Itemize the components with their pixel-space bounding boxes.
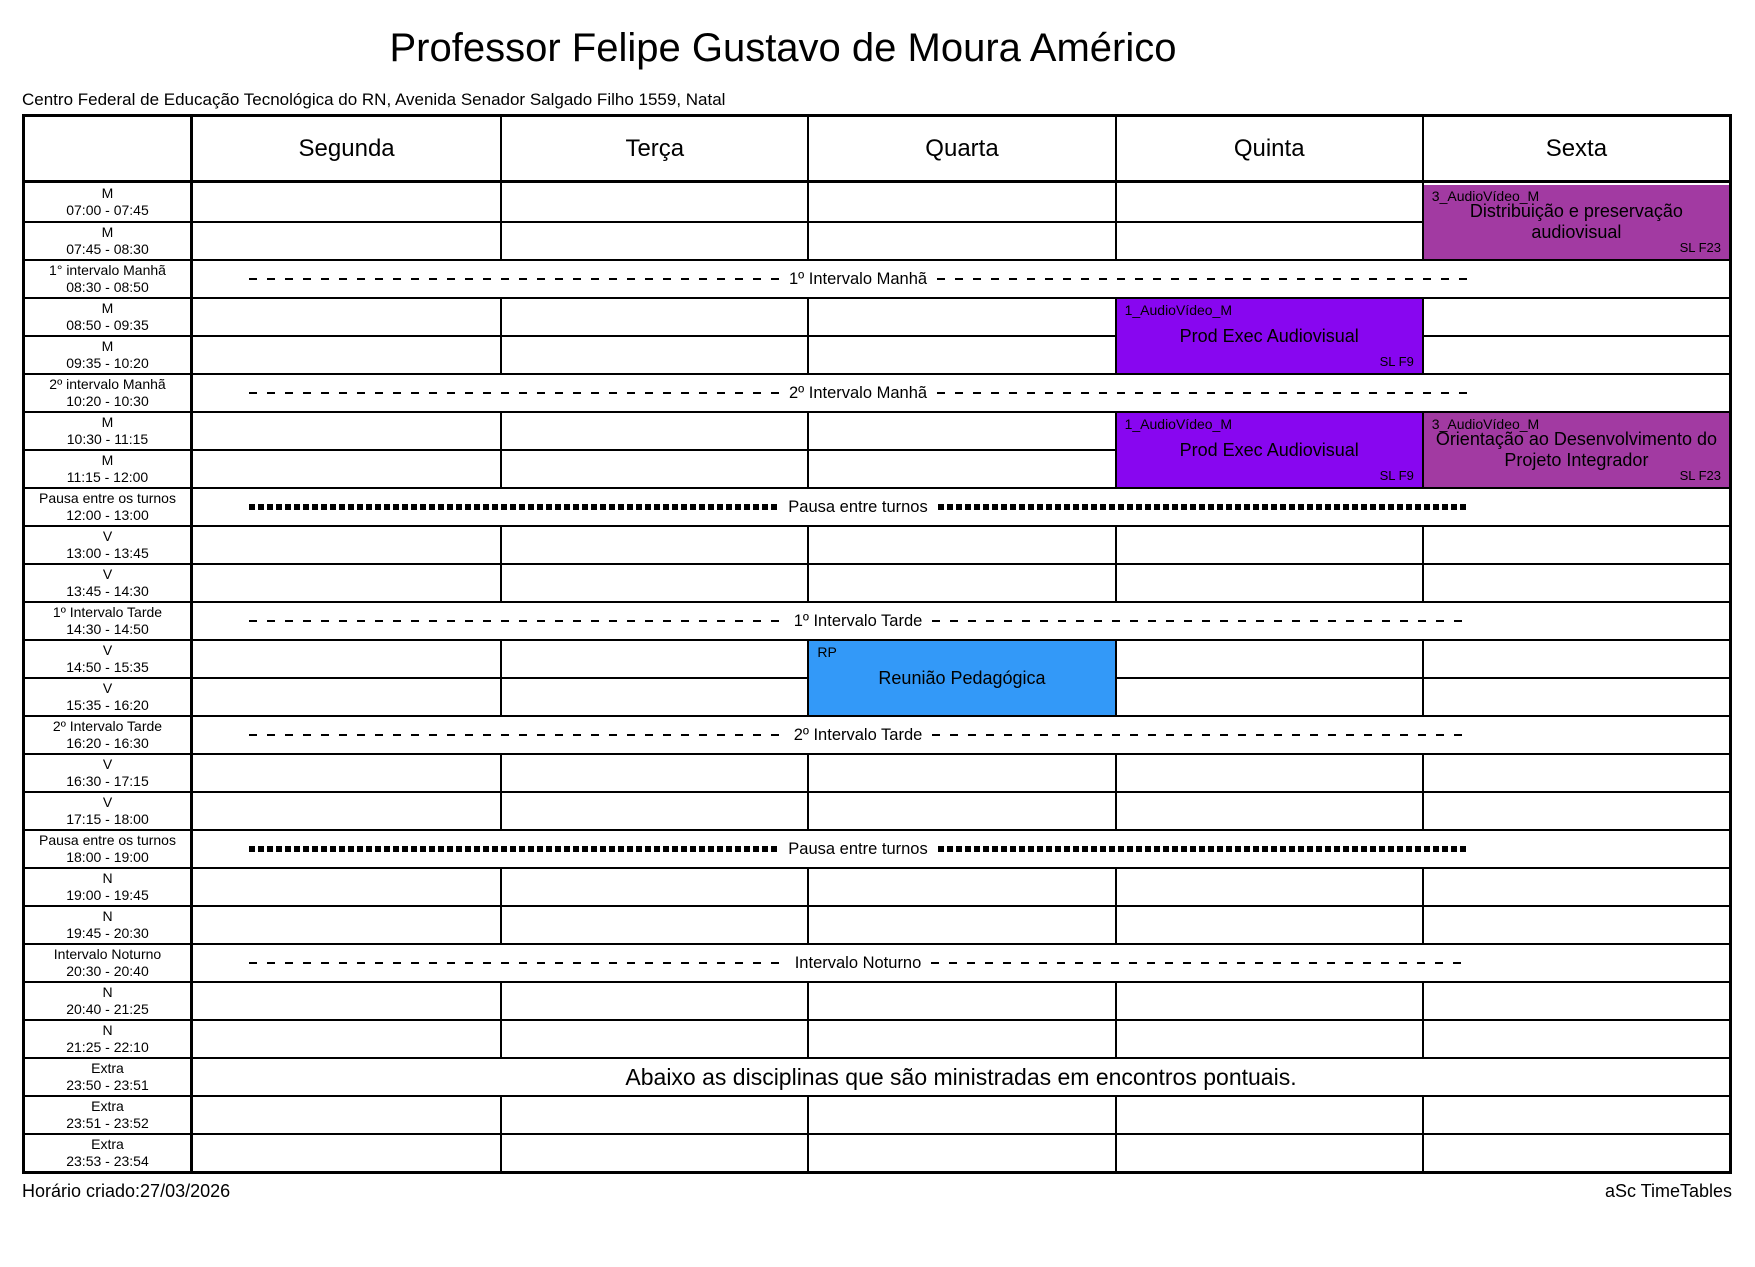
day-cell [1115,981,1422,1019]
day-cell [1115,183,1422,221]
day-cell [500,791,807,829]
time-slot-label: M [101,338,114,354]
day-cell [807,791,1114,829]
day-header: Terça [500,117,807,183]
message-text: Abaixo as disciplinas que são ministradas em encontros pontuais. [625,1063,1297,1090]
time-slot-range: 13:00 - 13:45 [66,545,149,561]
interval-line [249,392,779,394]
interval-label: 1º Intervalo Tarde [793,611,923,630]
day-cell [1115,677,1422,715]
time-cell [25,259,193,297]
time-cell [25,411,193,449]
time-cell [25,867,193,905]
time-slot-label: Pausa entre os turnos [39,490,176,506]
lesson-card [1117,299,1422,373]
day-cell [1115,867,1422,905]
interval-label: 2º Intervalo Manhã [788,383,928,402]
interval-row [193,373,1729,411]
lesson-room: SL F23 [1679,468,1721,483]
day-cell [500,677,807,715]
day-cell [500,297,807,335]
time-cell [25,829,193,867]
time-cell [25,297,193,335]
time-cell [25,183,193,221]
day-cell [807,1133,1114,1171]
day-cell [1422,981,1729,1019]
day-cell [193,791,500,829]
day-cell [1422,753,1729,791]
day-cell [1422,639,1729,677]
lesson-subject: Prod Exec Audiovisual [1179,439,1359,460]
day-cell [500,753,807,791]
page-subtitle: Centro Federal de Educação Tecnológica do RN, Avenida Senador Salgado Filho 1559, Natal [22,90,726,109]
time-slot-range: 11:15 - 12:00 [66,469,149,485]
time-slot-label: M [101,452,114,468]
interval-row [193,829,1729,867]
time-cell [25,1057,193,1095]
day-cell [1115,1095,1422,1133]
day-cell [1115,1019,1422,1057]
day-cell [193,1019,500,1057]
time-slot-range: 08:30 - 08:50 [66,279,149,295]
day-cell [807,411,1114,449]
lesson-group-label: 1_AudioVídeo_M [1124,416,1233,432]
timetable [22,114,1732,1174]
time-cell [25,905,193,943]
time-slot-range: 18:00 - 19:00 [66,849,149,865]
day-cell [1422,1133,1729,1171]
time-slot-label: V [102,566,113,582]
time-slot-label: M [101,185,114,201]
day-cell [807,183,1114,221]
time-cell [25,335,193,373]
time-slot-label: V [102,756,113,772]
day-header: Sexta [1422,117,1729,183]
day-cell [193,221,500,259]
lesson-subject: Distribuição e preservação audiovisual [1469,201,1683,242]
time-slot-label: N [102,984,113,1000]
interval-line [249,504,778,510]
day-cell [807,1095,1114,1133]
day-cell [193,639,500,677]
day-cell [807,905,1114,943]
lesson-group-label: 1_AudioVídeo_M [1124,302,1233,318]
time-slot-range: 09:35 - 10:20 [66,355,149,371]
day-cell [193,525,500,563]
time-slot-label: M [101,224,114,240]
time-slot-label: 1° intervalo Manhã [49,262,166,278]
time-slot-label: N [102,870,113,886]
day-cell [1115,221,1422,259]
interval-row [193,487,1729,525]
time-slot-range: 19:00 - 19:45 [66,887,149,903]
lesson-group-label: RP [817,644,837,660]
day-cell [193,905,500,943]
day-cell [1422,791,1729,829]
day-cell [1115,905,1422,943]
time-slot-label: Extra [91,1098,124,1114]
time-slot-range: 19:45 - 20:30 [66,925,149,941]
time-slot-label: N [102,908,113,924]
day-cell [807,297,1114,335]
time-cell [25,677,193,715]
day-cell [193,449,500,487]
interval-line [932,734,1467,736]
day-cell [1422,1019,1729,1057]
day-cell [1115,753,1422,791]
time-slot-range: 21:25 - 22:10 [66,1039,149,1055]
day-cell [500,1133,807,1171]
corner-cell [25,117,193,183]
day-cell [1115,791,1422,829]
interval-row [193,943,1729,981]
lesson-card [1424,413,1729,487]
time-slot-range: 10:20 - 10:30 [66,393,149,409]
lesson-card [1424,185,1729,259]
time-slot-label: Intervalo Noturno [53,946,162,962]
lesson-group-label: 3_AudioVídeo_M [1431,416,1540,432]
interval-line [249,620,784,622]
day-cell [193,563,500,601]
day-cell [807,753,1114,791]
day-cell [193,297,500,335]
day-cell [807,335,1114,373]
day-cell [807,449,1114,487]
day-cell [500,1019,807,1057]
time-cell [25,563,193,601]
time-slot-range: 14:30 - 14:50 [66,621,149,637]
lesson-subject: Prod Exec Audiovisual [1179,325,1359,346]
day-cell [1422,297,1729,335]
time-cell [25,1095,193,1133]
day-cell [500,183,807,221]
day-cell [1115,639,1422,677]
time-slot-label: V [102,680,113,696]
day-cell [193,677,500,715]
day-header: Segunda [193,117,500,183]
interval-line [938,504,1467,510]
time-slot-label: N [102,1022,113,1038]
time-slot-label: V [102,642,113,658]
day-cell [193,867,500,905]
time-cell [25,525,193,563]
time-slot-label: Extra [91,1060,124,1076]
day-cell [807,981,1114,1019]
interval-line [937,278,1467,280]
time-slot-label: 2º intervalo Manhã [49,376,166,392]
day-cell [193,183,500,221]
time-slot-range: 10:30 - 11:15 [66,431,149,447]
interval-label: Pausa entre turnos [788,839,928,858]
time-slot-label: Pausa entre os turnos [39,832,176,848]
time-slot-range: 16:30 - 17:15 [66,773,149,789]
interval-line [249,734,784,736]
day-cell [500,867,807,905]
lesson-card [809,641,1114,715]
footer-created-date: Horário criado:27/03/2026 [22,1181,231,1201]
interval-line [938,846,1467,852]
time-slot-range: 23:53 - 23:54 [66,1153,149,1169]
interval-line [249,278,779,280]
time-slot-range: 12:00 - 13:00 [66,507,149,523]
time-slot-label: M [101,414,114,430]
day-cell [807,1019,1114,1057]
lesson-group-label: 3_AudioVídeo_M [1431,188,1540,204]
time-slot-range: 23:51 - 23:52 [66,1115,149,1131]
day-cell [500,525,807,563]
time-cell [25,943,193,981]
message-row [193,1057,1729,1095]
interval-row [193,601,1729,639]
day-cell [500,1095,807,1133]
day-cell [1422,335,1729,373]
day-cell [193,1095,500,1133]
lesson-subject: Reunião Pedagógica [878,667,1046,688]
time-cell [25,1019,193,1057]
time-cell [25,221,193,259]
lesson-room: SL F9 [1379,354,1414,369]
footer-brand: aSc TimeTables [1604,1181,1732,1201]
time-slot-label: 2º Intervalo Tarde [52,718,163,734]
time-cell [25,487,193,525]
time-slot-range: 08:50 - 09:35 [66,317,149,333]
day-cell [500,335,807,373]
time-cell [25,449,193,487]
interval-row [193,715,1729,753]
time-slot-range: 14:50 - 15:35 [66,659,149,675]
time-slot-label: V [102,794,113,810]
interval-label: Intervalo Noturno [794,953,922,972]
day-cell [1115,525,1422,563]
time-slot-label: V [102,528,113,544]
time-slot-label: M [101,300,114,316]
time-slot-range: 20:30 - 20:40 [66,963,149,979]
interval-row [193,259,1729,297]
day-header: Quinta [1115,117,1422,183]
day-cell [193,981,500,1019]
interval-line [937,392,1467,394]
time-slot-range: 07:00 - 07:45 [66,202,149,218]
time-cell [25,373,193,411]
day-cell [500,411,807,449]
time-cell [25,601,193,639]
day-cell [1422,563,1729,601]
day-cell [1422,905,1729,943]
interval-label: 1º Intervalo Manhã [788,269,928,288]
day-cell [1115,563,1422,601]
time-slot-range: 16:20 - 16:30 [66,735,149,751]
day-header: Quarta [807,117,1114,183]
time-slot-range: 13:45 - 14:30 [66,583,149,599]
page-title: Professor Felipe Gustavo de Moura Américo [389,26,1177,70]
day-cell [500,981,807,1019]
day-cell [807,221,1114,259]
interval-line [249,962,785,964]
lesson-subject: Orientação ao Desenvolvimento do Projeto Integrador [1435,429,1717,470]
day-cell [500,449,807,487]
time-slot-range: 15:35 - 16:20 [66,697,149,713]
time-slot-label: 1º Intervalo Tarde [52,604,163,620]
time-cell [25,753,193,791]
time-slot-range: 20:40 - 21:25 [66,1001,149,1017]
interval-label: Pausa entre turnos [788,497,928,516]
time-cell [25,715,193,753]
day-cell [807,525,1114,563]
time-slot-label: Extra [91,1136,124,1152]
day-cell [1422,525,1729,563]
time-cell [25,1133,193,1171]
time-cell [25,981,193,1019]
time-cell [25,791,193,829]
interval-line [931,962,1467,964]
interval-label: 2º Intervalo Tarde [793,725,923,744]
day-cell [193,335,500,373]
lesson-room: SL F23 [1679,240,1721,255]
day-cell [500,639,807,677]
day-cell [1422,1095,1729,1133]
day-cell [500,905,807,943]
day-cell [1115,1133,1422,1171]
interval-line [932,620,1467,622]
day-cell [193,411,500,449]
day-cell [807,563,1114,601]
time-cell [25,639,193,677]
day-cell [193,753,500,791]
day-cell [1422,677,1729,715]
day-cell [193,1133,500,1171]
time-slot-range: 17:15 - 18:00 [66,811,149,827]
time-slot-range: 23:50 - 23:51 [66,1077,149,1093]
day-cell [807,867,1114,905]
day-cell [500,221,807,259]
day-cell [500,563,807,601]
lesson-room: SL F9 [1379,468,1414,483]
footer [22,1181,1732,1202]
time-slot-range: 07:45 - 08:30 [66,241,149,257]
day-cell [1422,867,1729,905]
lesson-card [1117,413,1422,487]
interval-line [249,846,778,852]
